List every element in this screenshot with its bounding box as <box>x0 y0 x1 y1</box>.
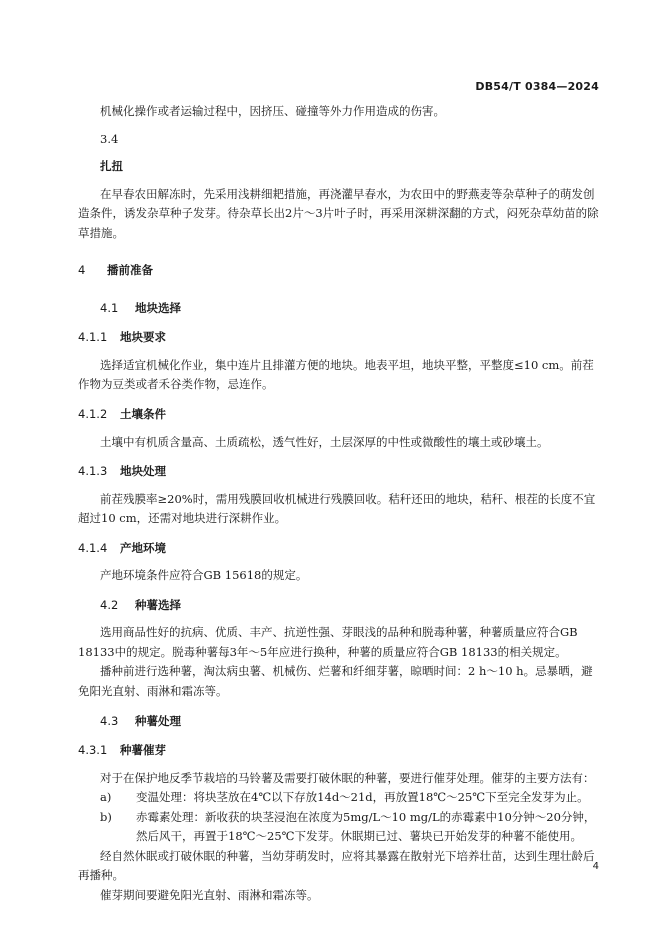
section-title: 土壤条件 <box>120 407 166 422</box>
section-heading-4-3-1 <box>78 741 603 761</box>
section-heading-4-1-1 <box>78 328 603 348</box>
section-number: 4.3 <box>100 713 119 728</box>
section-text: 催芽期间要避免阳光直射、雨淋和霜冻等。 <box>100 887 319 902</box>
list-item-label: b) <box>100 809 112 824</box>
section-title: 地块选择 <box>135 300 181 315</box>
section-number: 4.2 <box>100 597 119 612</box>
section-number: 4.1 <box>100 300 119 315</box>
list-item-label: a) <box>100 790 112 805</box>
section-title: 播前准备 <box>107 263 153 278</box>
section-heading-4-1-2 <box>78 405 603 425</box>
term-definition: 在早春农田解冻时，先采用浅耕细耙措施，再浇灌早春水，为农田中的野燕麦等杂草种子的萌发创造条件，诱发杂草种子发芽。待杂草长出2片～3片叶子时，再采用深耕深翻的方式，闷死杂草幼苗的除草措施。 <box>78 186 599 240</box>
section-heading-4-3 <box>78 712 603 732</box>
section-title: 地块要求 <box>120 330 166 345</box>
section-number: 4.1.2 <box>78 407 108 422</box>
section-title: 种薯催芽 <box>120 743 166 758</box>
continuation-paragraph: 机械化操作或者运输过程中，因挤压、碰撞等外力作用造成的伤害。 <box>100 104 445 118</box>
section-title: 种薯选择 <box>135 597 181 612</box>
section-text: 前茬残膜率≥20%时，需用残膜回收机械进行残膜回收。秸秆还田的地块，秸秆、根茬的长度不宜超过10 cm，还需对地块进行深耕作业。 <box>78 491 596 526</box>
section-title: 地块处理 <box>120 464 166 479</box>
section-heading-4-1 <box>78 299 603 319</box>
section-number: 4.1.4 <box>78 540 108 555</box>
section-text: 对于在保护地反季节栽培的马铃薯及需要打破休眠的种薯，要进行催芽处理。催芽的主要方法有： <box>100 770 595 785</box>
section-number: 4.3.1 <box>78 743 108 758</box>
section-number: 4 <box>78 263 86 278</box>
section-number: 4.1.3 <box>78 464 108 479</box>
section-text: 经自然休眠或打破休眠的种薯，当幼芽萌发时，应将其暴露在散射光下培养壮苗，达到生理壮龄后再播种。 <box>78 848 595 883</box>
section-text: 产地环境条件应符合GB 15618的规定。 <box>100 568 308 583</box>
section-number: 4.1.1 <box>78 330 108 345</box>
document-body <box>78 102 603 906</box>
section-text: 选择适宜机械化作业，集中连片且排灌方便的地块。地表平坦，地块平整，平整度≤10 cm。前茬作物为豆类或者禾谷类作物，忌连作。 <box>78 357 594 392</box>
section-heading-4-1-4 <box>78 539 603 559</box>
list-item <box>78 808 603 847</box>
page-number: 4 <box>592 861 599 872</box>
section-text: 播种前进行选种薯，淘汰病虫薯、机械伤、烂薯和纤细芽薯，晾晒时间：2 h～10 h。忌暴晒，避免阳光直射、雨淋和霜冻等。 <box>78 664 593 699</box>
section-title: 产地环境 <box>120 540 166 555</box>
list-item-text: 赤霉素处理：新收获的块茎浸泡在浓度为5mg/L～10 mg/L的赤霉素中10分钟～20分钟，然后风干，再置于18℃～25℃下发芽。休眠期已过、薯块已开始发芽的种薯不能使用。 <box>136 809 596 844</box>
list-item-text: 变温处理：将块茎放在4℃以下存放14d～21d，再放置18℃～25℃下至完全发芽为止。 <box>136 790 589 805</box>
list-item <box>78 788 603 808</box>
section-heading-4-2 <box>78 596 603 616</box>
term-title: 扎扭 <box>100 159 123 174</box>
section-text: 选用商品性好的抗病、优质、丰产、抗逆性强、芽眼浅的品种和脱毒种薯，种薯质量应符合GB 18133中的规定。脱毒种薯每3年～5年应进行换种，种薯的质量应符合GB 18133的相关规定。 <box>78 625 578 659</box>
standard-code: DB54/T 0384—2024 <box>475 80 599 93</box>
section-heading-4-1-3 <box>78 462 603 482</box>
term-number: 3.4 <box>100 131 119 146</box>
section-heading-4 <box>78 261 603 281</box>
section-title: 种薯处理 <box>135 713 181 728</box>
section-text: 土壤中有机质含量高、土质疏松，透气性好，土层深厚的中性或微酸性的壤土或砂壤土。 <box>100 434 549 449</box>
